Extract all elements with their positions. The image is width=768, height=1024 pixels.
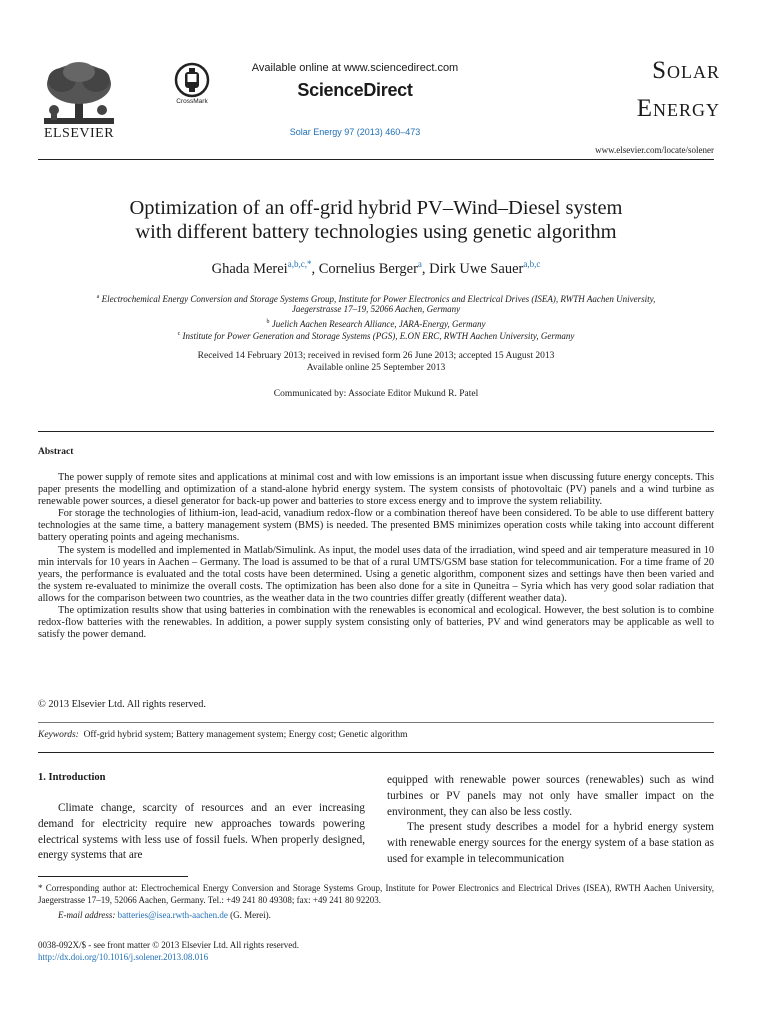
email-suffix: (G. Merei). bbox=[227, 910, 271, 920]
journal-name-line2: Energy bbox=[636, 95, 720, 122]
available-online-text[interactable]: Available online at www.sciencedirect.com bbox=[251, 62, 459, 74]
header-divider bbox=[38, 159, 714, 160]
author-affiliation-marks[interactable]: a bbox=[417, 259, 422, 269]
email-link[interactable]: batteries@isea.rwth-aachen.de bbox=[117, 910, 228, 920]
elsevier-tree-logo bbox=[38, 60, 120, 126]
author-name: Ghada Merei bbox=[211, 261, 288, 277]
abstract-body bbox=[38, 472, 714, 641]
abstract-copyright: © 2013 Elsevier Ltd. All rights reserved. bbox=[38, 699, 206, 710]
right-column bbox=[387, 773, 714, 868]
affiliation-c bbox=[38, 328, 714, 342]
affiliation-mark: a bbox=[96, 294, 100, 300]
communicated-by: Communicated by: Associate Editor Mukund R. Patel bbox=[273, 389, 479, 399]
abstract-bottom-divider bbox=[38, 722, 714, 723]
article-title-line1: Optimization of an off-grid hybrid PV–Wind–Diesel system bbox=[129, 197, 623, 219]
keywords-divider bbox=[38, 752, 714, 753]
email-label: E-mail address: bbox=[58, 910, 116, 920]
intro-paragraph-continuation: equipped with renewable power sources (renewables) such as wind turbines or PV panels may not only have smaller impact on the environment, they can also be less costly. bbox=[387, 774, 714, 818]
author-affiliation-marks[interactable]: a,b,c bbox=[523, 259, 541, 269]
author-separator: , bbox=[421, 261, 430, 277]
abstract-paragraph: The system is modelled and implemented in Matlab/Simulink. As input, the model uses data of the irradiation, wind speed and air temperature measured in 10 min intervals for 10 years in Aachen – Germany. The load is assumed to be that of a rural UMTS/GSM base station for telecommunication. For a time frame of 20 years, the performance is evaluated and the total costs have been determined. Using a genetic algorithm, component sizes and settings have then been varied and the system re-evaluated to minimize the overall costs. The optimization has been also done for a site in Quneitra – Syria which has very good solar radiation that allows for the comparison between two countries, as the weather data in the two countries differ greatly (different weather data). bbox=[38, 544, 714, 604]
email-footnote bbox=[58, 910, 271, 920]
author-name: Cornelius Berger bbox=[318, 261, 418, 277]
intro-paragraph: Climate change, scarcity of resources and an ever increasing demand for electricity require new approaches towards powering electrical systems with less use of fossil fuels. When properly designed, energy systems that are bbox=[38, 802, 365, 862]
affiliation-text: Institute for Power Generation and Storage Systems (PGS), E.ON ERC, RWTH Aachen University, Germany bbox=[182, 331, 575, 341]
author-list bbox=[38, 259, 714, 278]
journal-name-line1: Solar bbox=[652, 57, 720, 84]
article-title-line2: with different battery technologies using genetic algorithm bbox=[135, 221, 617, 243]
affiliation-mark: c bbox=[177, 331, 181, 337]
keywords-text: Off-grid hybrid system; Battery management system; Energy cost; Genetic algorithm bbox=[83, 730, 408, 740]
sciencedirect-logo[interactable]: ScienceDirect bbox=[297, 80, 413, 100]
affiliation-text: Electrochemical Energy Conversion and Storage Systems Group, Institute for Power Electronics and Electrical Drives (ISEA), RWTH Aachen University, bbox=[101, 294, 656, 304]
journal-url[interactable]: www.elsevier.com/locate/solener bbox=[595, 145, 714, 155]
author-name: Dirk Uwe Sauer bbox=[429, 261, 524, 277]
corresponding-author-footnote: * Corresponding author at: Electrochemical Energy Conversion and Storage Systems Group, Institute for Power Electronics and Electrical Drives (ISEA), RWTH Aachen University, Jaegerstrasse 17–19, 52066 Aachen, Germany. Tel.: +49 241 80 49308; fax: +49 241 80 92203. bbox=[38, 883, 714, 905]
keywords-line bbox=[38, 730, 714, 740]
doi-link[interactable]: http://dx.doi.org/10.1016/j.solener.2013.08.016 bbox=[38, 952, 209, 962]
affiliation-mark: b bbox=[266, 319, 270, 325]
left-column bbox=[38, 801, 365, 864]
author-affiliation-marks[interactable]: a,b,c,* bbox=[287, 259, 312, 269]
abstract-paragraph: The power supply of remote sites and applications at minimal cost and with low emissions is an important issue when discussing future energy concepts. This paper presents the modelling and optimization of a stand-alone hybrid energy system. The system consists of photovoltaic (PV) panels and a wind turbine as renewable power sources, a diesel generator for back-up power and batteries to store excess energy and to improve the system reliability. bbox=[38, 472, 714, 508]
available-date: Available online 25 September 2013 bbox=[306, 363, 446, 373]
intro-paragraph: The present study describes a model for a hybrid energy system with renewable energy sources for the energy system of a base station as used for example in telecommunication bbox=[387, 821, 714, 865]
abstract-top-divider bbox=[38, 431, 714, 432]
abstract-paragraph: The optimization results show that using batteries in combination with the renewables is economical and ecological. However, the best solution is to combine redox-flow batteries with the renewables. In addition, a power supply system consisting only of batteries, PV and wind generators may be applicable as well to satisfy the power demand. bbox=[38, 605, 714, 641]
publisher-name: ELSEVIER bbox=[43, 126, 115, 141]
footnote-divider bbox=[38, 876, 188, 877]
affiliation-text: Juelich Aachen Research Alliance, JARA-Energy, Germany bbox=[271, 319, 486, 329]
abstract-paragraph: For storage the technologies of lithium-ion, lead-acid, vanadium redox-flow or a combination thereof have been considered. To be able to use different battery technologies at the same time, a battery management system (BMS) is needed. The presented BMS minimizes operation costs while taking into account different battery operating points and ageing mechanisms. bbox=[38, 508, 714, 544]
received-dates: Received 14 February 2013; received in revised form 26 June 2013; accepted 15 August 2013 bbox=[197, 351, 555, 361]
journal-reference-link[interactable]: Solar Energy 97 (2013) 460–473 bbox=[289, 127, 421, 137]
author-separator: , bbox=[311, 261, 319, 277]
affiliation-a-address: Jaegerstrasse 17–19, 52066 Aachen, Germany bbox=[291, 304, 461, 314]
section-heading: 1. Introduction bbox=[38, 772, 106, 783]
abstract-heading: Abstract bbox=[38, 447, 74, 457]
keywords-label: Keywords: bbox=[38, 730, 79, 740]
crossmark-label: CrossMark bbox=[176, 98, 208, 105]
issn-line: 0038-092X/$ - see front matter © 2013 Elsevier Ltd. All rights reserved. bbox=[38, 940, 300, 950]
